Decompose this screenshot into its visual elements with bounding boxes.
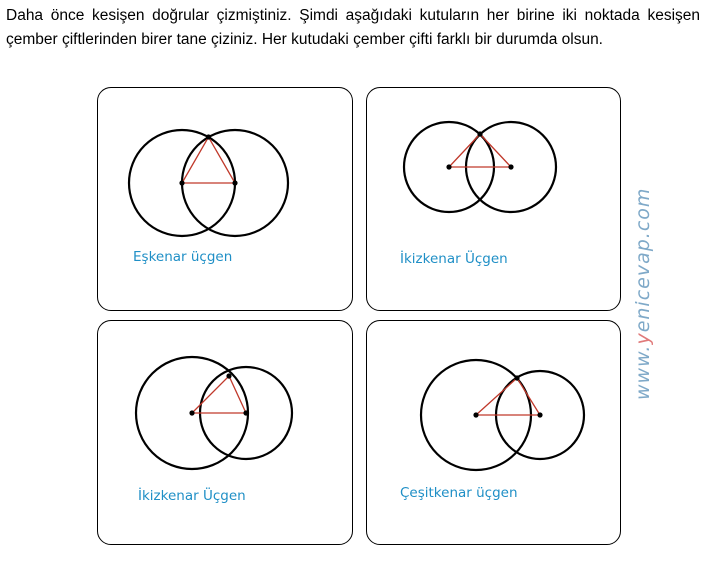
drawing-box-3[interactable] [97,320,353,545]
site-watermark [632,180,654,400]
circle-pair-drawing [98,88,354,312]
watermark-accent: y [632,332,654,345]
intersection-point [514,375,519,380]
center-point-right [508,164,513,169]
instruction-text: Daha önce kesişen doğrular çizmiştiniz. Şimdi aşağıdaki kutuların her birine iki noktada kesişen çember çiftlerinden birer tane çiziniz. Her kutudaki çember çifti farklı bir durumda olsun. [6,7,700,48]
watermark-rest: enicevap.com [632,187,654,333]
drawing-box-2[interactable] [366,87,621,311]
center-point-right [243,410,248,415]
drawing-box-4[interactable] [366,320,621,545]
circle-pair-drawing [367,321,622,546]
box-label: Eşkenar üçgen [133,249,233,265]
center-point-left [446,164,451,169]
triangle [449,134,511,167]
box-label: İkizkenar Üçgen [400,251,508,267]
intersection-point [477,131,482,136]
intersection-point [226,373,231,378]
box-label: Çeşitkenar üçgen [400,485,518,501]
center-point-right [232,180,237,185]
intersection-point [206,134,211,139]
box-label: İkizkenar Üçgen [138,488,246,504]
drawing-box-1[interactable] [97,87,353,311]
circle-pair-drawing [98,321,354,546]
center-point-left [473,412,478,417]
circle-pair-drawing [367,88,622,312]
center-point-left [179,180,184,185]
center-point-right [537,412,542,417]
triangle [182,137,235,183]
center-point-left [189,410,194,415]
watermark-prefix: www. [632,344,654,400]
